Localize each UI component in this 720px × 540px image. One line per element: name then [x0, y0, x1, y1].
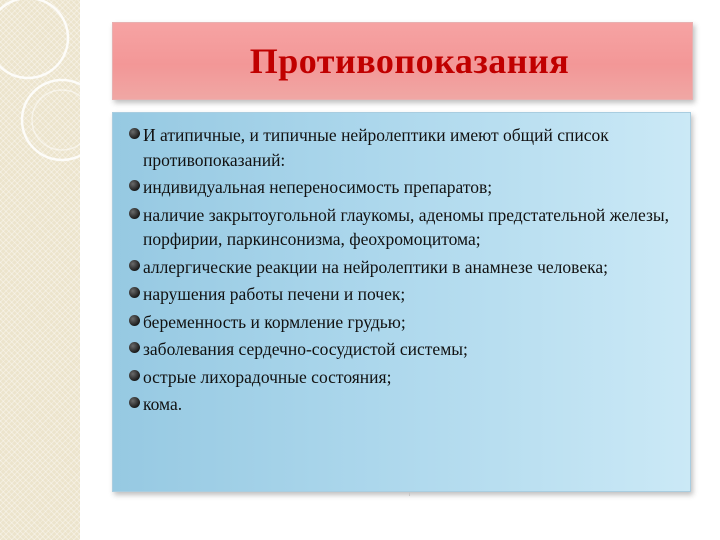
divider — [409, 492, 410, 496]
list-item-text: заболевания сердечно-сосудистой системы; — [143, 339, 468, 359]
bullet-dot-icon — [129, 180, 140, 191]
bullet-dot-icon — [129, 370, 140, 381]
list-item — [129, 337, 678, 362]
list-item-text: аллергические реакции на нейролептики в анамнезе человека; — [143, 256, 608, 277]
list-item — [129, 175, 678, 200]
bullet-dot-icon — [129, 128, 140, 139]
bullet-dot-icon — [129, 208, 140, 219]
decorative-side-panel — [0, 0, 80, 540]
list-item — [129, 255, 678, 280]
list-item — [129, 123, 678, 172]
list-item-text: И атипичные, и типичные нейролептики имеют общий список противопоказаний: — [143, 125, 609, 170]
list-item-text: индивидуальная непереносимость препаратов; — [143, 177, 493, 197]
bullet-dot-icon — [129, 397, 140, 408]
contraindications-list — [129, 123, 678, 417]
title-box — [112, 22, 693, 100]
bullet-dot-icon — [129, 260, 140, 271]
bullet-dot-icon — [129, 287, 140, 298]
list-item-text: беременность и кормление грудью; — [143, 311, 406, 332]
content-box — [112, 112, 691, 492]
bullet-dot-icon — [129, 315, 140, 326]
list-item-text: кома. — [143, 394, 183, 414]
list-item-text: наличие закрытоугольной глаукомы, аденомы предстательной железы, порфирии, паркинсонизма, феохромоцитома; — [143, 204, 670, 249]
slide-title: Противопоказания — [249, 41, 570, 81]
list-item-text: нарушения работы печени и почек; — [143, 284, 406, 304]
bullet-dot-icon — [129, 342, 140, 353]
decorative-circles-icon — [0, 0, 80, 540]
list-item — [129, 203, 678, 252]
list-item — [129, 282, 678, 307]
list-item — [129, 392, 678, 417]
list-item — [129, 365, 678, 390]
list-item — [129, 310, 678, 335]
list-item-text: острые лихорадочные состояния; — [143, 366, 392, 387]
